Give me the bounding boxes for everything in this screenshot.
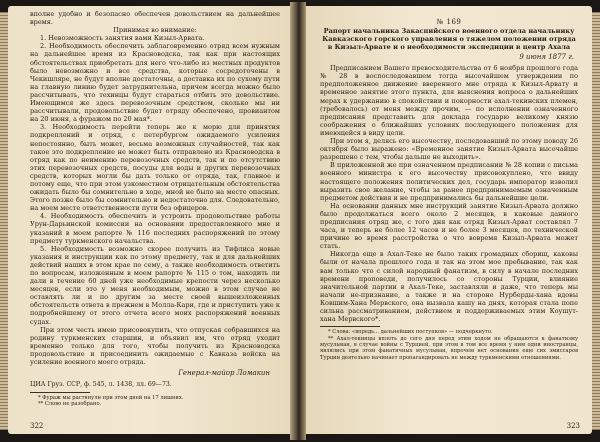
page-number: 322 [30,422,44,430]
left-page [8,6,290,434]
paragraph: вполне удобно и безопасно обеспечен довольствием на дальнейшее время. [30,10,280,27]
paragraph: 5. Необходимость возможно скорее получить из Тифлиса новые указания и инструкции как по этому предмету, так и для дальнейших действий наших в этом крае по сему, а также необходимость ответить по вопросам, изложенным в моем рапорте № 115 о том, находить ли дали в течение 60 дней уже необходимые крепости через несколько месяцев, если это у меня необходимым, можно в этом случае не оставлять ли и по другим за месте своей вышеизложенных обстоятельств ответа в прежнем в Молла-Кари, где и приступить уже к подробнейшему от этого отчета всего моих распоряжений военных судах. [30,244,280,326]
page-number: 323 [566,422,580,430]
right-page-edge [592,12,600,430]
paragraph: При этом честь имею присовокупить, что отпуская собравшихся на родину туркменских старшин, и объявил им, что отряд уходит временно только для того, чтобы получить из Красноводска продовольствие и присоединить ожидаемые с Кавказа войска на усиление военного моего отряда. [30,325,280,367]
footnote-divider [30,392,90,393]
paragraph: При этом я, делясь его высочеству, последовавший по этому поводу 26 октября было выражено: «Временное занятие Кизыл-Арвата высочайше разрешено с тем, чтобы дальше не выходить». [320,137,578,162]
footnote: * Слова: «впредь... дальнейших поступков» — подчеркнуто. [328,329,493,336]
paragraph: Никогда еще в Ахал-Теке не было таких громадных сборищ, каковы были от начала прошлого года и так на этом мое пребывание, так как вам только что с силой народный фанатизм, в силу в начале последних времени проповеди, получилось со стороны Турции, влияние значительной партии в Ахал-Теке, заставляли и даже, что теперь мы начали не-признание, а также и на стороне Нурберды-хана вдовы Ковшим-Хана Мервского, она вызвала кашу на днях, которая стала попе сильна рассматриванием, действием и поддерживаемых этим Коушут-хана Мервского*. [320,250,578,324]
book-gutter [290,2,306,440]
right-page-text [320,18,578,361]
paragraph: 3. Необходимость перейти теперь же к морю для принятия подкреплений и отряд, с петербургом ожидаемого усиления непостоянно, быть может, весьма возможных случайностей, так как такое это подкрепление не может быть отправлено из Красноводска в отряд как по неимению перевозочных средств, так и по отсутствию этих перевозочных средств, посуды для воды и других перевозочных средств, которых могли бы дать только от отряда, так, главное и потому еще, что при этом узкоместном отрицательным обстоятельства ожидать было бы сомнительно в ходе, мной не было на месте опасных. Этого позже было бы сомнительно и недостаточно для. Следовательно, на моем месте ответственности пути без офицеров. [30,123,280,213]
paragraph: 1. Невозможность занятия вами Кизыл-Арвата. [40,34,205,43]
footnote-divider [320,326,380,327]
paragraph: В приложенной же при означенном предписании № 28 копии с письма военного министра к его высочеству присовокуплено, что ввиду настоящего положения политических дел, государь император изволил выразить свое желание, чтобы за ранее предпринимаемым означенным предметом действия и не предпринимались бы дальнейшие цели. [320,161,578,202]
right-page [306,6,592,434]
footnote: * Фураж мы растянули при этом дней на 17 лишних. [38,394,184,401]
paragraph: Принимая во внимание: [113,26,197,35]
document-number: № 169 [436,18,462,26]
archive-reference: ЦИА Груз. ССР, ф. 545, л. 1438, лл. 69—73. [30,381,172,389]
document-date: 9 июня 1877 г. [519,53,574,62]
paragraph: 2. Необходимость обеспечить заблаговременно отряд всем нужным на дальнейшее время из Красноводска, так как при настоящих обстоятельствах приобретать для него что-либо из местных продуктов было невозможно и все средства, которые сосредоточены в Чекишляре, не будут вполне достаточны, а доставка их по сухому пути на главную линию будет затруднительна, причем всегда можно было рассчитывать, что техинцы будут стараться отбить это довольствие. Имеющимся же здесь перевозочным средством, сколько мы ни рассчитывали, продовольствие будет отряду обеспечено, провиантом на 20 июня, а фуражом по 20 мая*. [30,42,280,124]
footnote: ** Ахал-текинцы вплоть до сего дня перед этим ходом не обращаются к фанатизму мусульман, в случае войны с Турцией, при этом в том все время у ним одни иностранцы, являлись при этом фанатичных мусульман, впрочем нет основания еще сих эмиссаров Турции деятельно начинает пропагандировать не между туркменскими отношениями. [320,335,578,361]
paragraph: Предписанием Вашего превосходительства от 6 ноября прошлого года № 28 в воспоследовавшем тогда высочайшем утверждении по предположенное движение вверенного мне отряда к Кизыл-Арвату и временное занятие этого пункта, для выяснения вопроса о дальнейших мерах к удержанию в спокойствии и покорности ахал-текинских племен, (требовалось) от меня между прочим, — по исполнении означенного предписания представить для доклада государю великому князю соображения о ближайших условиях последующего положения для имеющейся в виду цели. [320,64,578,137]
left-page-edge [0,12,8,430]
footnote: ** Слово не разобрано. [38,401,102,408]
left-page-text [30,10,280,408]
paragraph: На основании данных мне инструкций занятие Кизыл-Арвата должно было продолжаться всего около 2 месяцев, в каковые данного предписания отряд же, с того дня как отряд Кизыл-Арват составлял 7 часа, и теперь не более 12 часов и не более 3 месяцев, по технической причине во время расстройства о что вовремя Кизыл-Арвата может стать. [320,201,578,251]
paragraph: 4. Необходимость обеспечить и устроить продовольствие работы Урун-Дарьинской комиссии на основании предоставленного мне и указаний в моем рапорте № 116 последних распоряжений по этому предмету туркменского начальства. [30,212,280,245]
document-title: Рапорт начальника Закаспийского военного отдела начальнику Кавказского горского управления о тяжелом положении отряда в Кизыл-Арвате и о необходимости экспедиции в центр Ахала [322,27,576,52]
signature: Генерал-майор Ломакин [178,369,270,378]
